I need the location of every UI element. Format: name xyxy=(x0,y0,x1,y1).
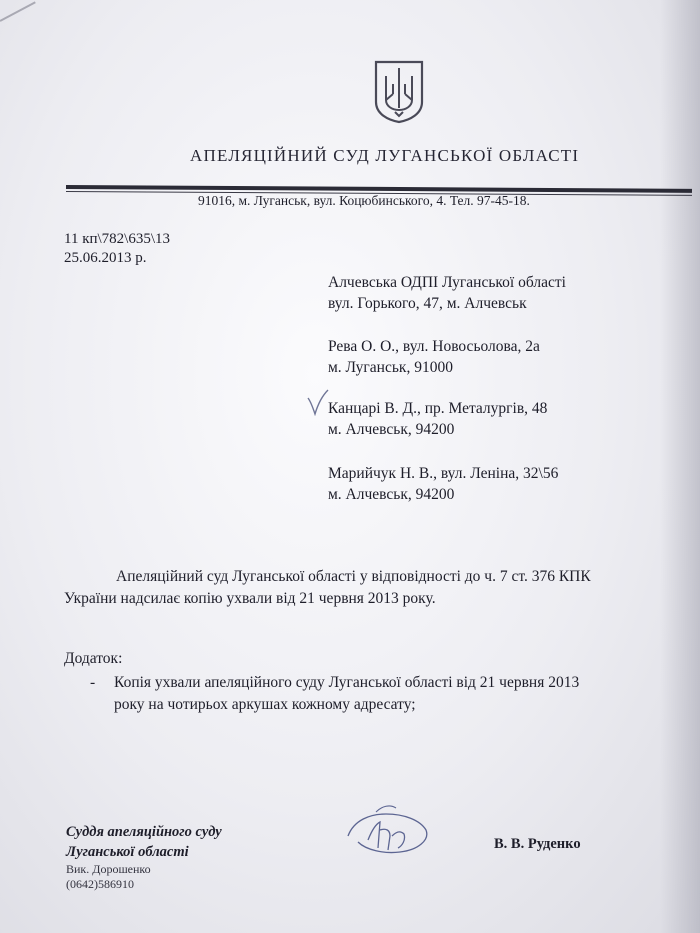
body-line: України надсилає копію ухвали від 21 червня 2013 року. xyxy=(64,590,436,607)
list-dash: - xyxy=(90,674,96,691)
executor-name: Вик. Дорошенко xyxy=(66,862,151,876)
attachment-item xyxy=(90,672,680,716)
addressee-block xyxy=(328,398,547,440)
trident-emblem-icon xyxy=(372,58,426,124)
addressee-line: Канцарі В. Д., пр. Металургів, 48 xyxy=(328,400,548,417)
addressee-line: м. Алчевськ, 94200 xyxy=(328,486,455,503)
addressee-line: Марийчук Н. В., вул. Леніна, 32\56 xyxy=(328,465,559,482)
reference-number: 11 кп\782\635\13 xyxy=(64,231,171,247)
court-address: 91016, м. Луганськ, вул. Коцюбинського, 4. Тел. 97-45-18. xyxy=(198,193,530,208)
addressee-line: вул. Горького, 47, м. Алчевськ xyxy=(328,295,527,312)
executor-info xyxy=(66,862,151,892)
judge-title xyxy=(66,822,222,862)
attachment-label: Додаток: xyxy=(64,650,123,667)
body-line: Апеляційний суд Луганської області у відповідності до ч. 7 ст. 376 КПК xyxy=(116,568,591,585)
handwritten-check-icon xyxy=(306,388,330,416)
executor-phone: (0642)586910 xyxy=(66,877,134,891)
judge-title-line: Луганської області xyxy=(66,844,189,860)
addressee-line: Алчевська ОДПІ Луганської області xyxy=(328,274,566,291)
addressee-block xyxy=(328,463,558,505)
addressee-line: м. Луганськ, 91000 xyxy=(328,359,453,376)
reference-date: 25.06.2013 р. xyxy=(64,250,147,266)
judge-title-line: Суддя апеляційного суду xyxy=(66,824,222,840)
page-shadow xyxy=(660,0,700,933)
addressee-line: м. Алчевськ, 94200 xyxy=(328,421,455,438)
letter-body xyxy=(64,566,664,610)
addressee-line: Рева О. О., вул. Новосьолова, 2а xyxy=(328,338,540,355)
handwritten-signature-icon xyxy=(340,800,440,862)
judge-name: В. В. Руденко xyxy=(494,836,581,852)
addressee-block xyxy=(328,272,566,314)
court-name-heading: АПЕЛЯЦІЙНИЙ СУД ЛУГАНСЬКОЇ ОБЛАСТІ xyxy=(190,146,580,165)
attachment-text-line: року на чотирьох аркушах кожному адресату; xyxy=(114,696,416,713)
paper-crease xyxy=(0,1,36,22)
attachment-text-line: Копія ухвали апеляційного суду Луганської області від 21 червня 2013 xyxy=(114,674,580,691)
addressee-block xyxy=(328,336,540,378)
